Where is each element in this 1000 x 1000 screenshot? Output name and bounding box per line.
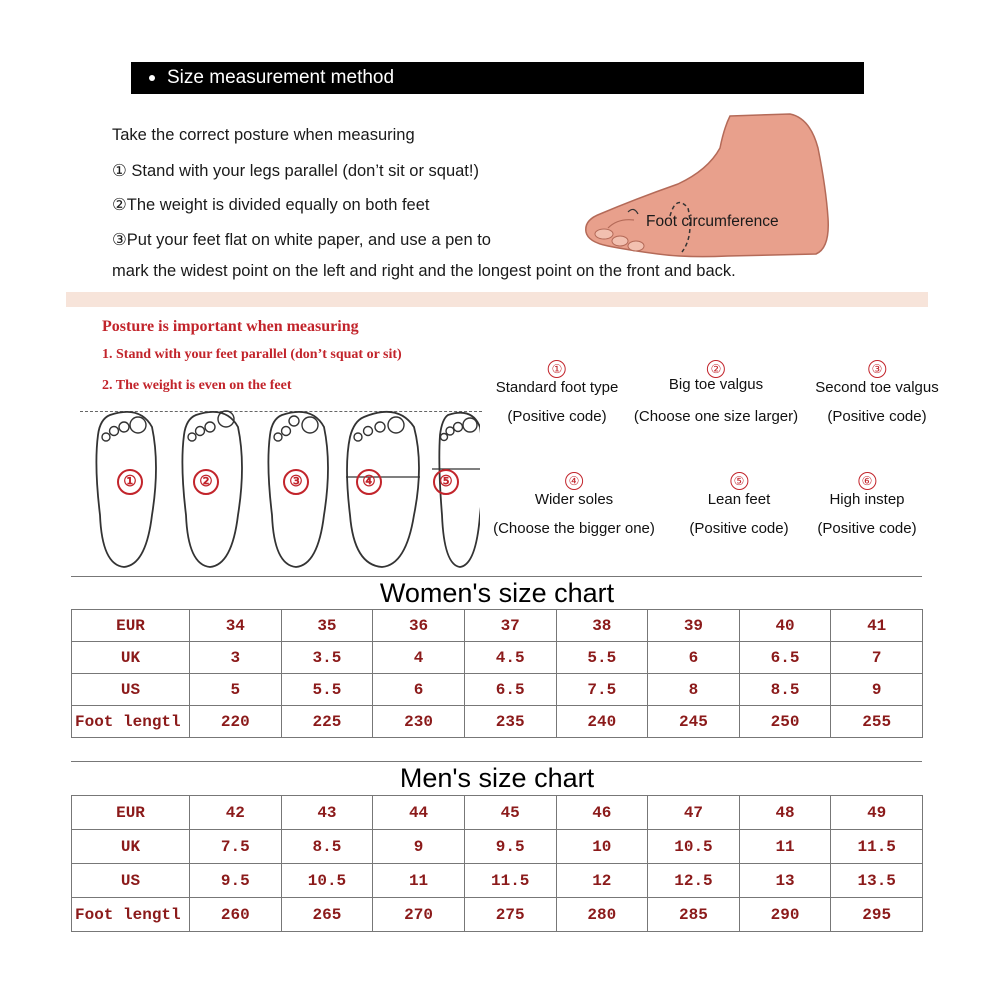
posture-item: 2. The weight is even on the feet bbox=[102, 378, 292, 393]
row-label: UK bbox=[72, 830, 190, 864]
table-cell: 48 bbox=[739, 796, 831, 830]
table-cell: 39 bbox=[648, 610, 740, 642]
table-cell: 12.5 bbox=[648, 864, 740, 898]
foot-circumference-illustration bbox=[578, 108, 848, 268]
intro-line: Take the correct posture when measuring bbox=[112, 126, 415, 144]
table-cell: 38 bbox=[556, 610, 648, 642]
row-label: US bbox=[72, 674, 190, 706]
table-cell: 3 bbox=[190, 642, 282, 674]
table-cell: 10.5 bbox=[281, 864, 373, 898]
women-size-table bbox=[71, 576, 923, 738]
table-row bbox=[72, 642, 923, 674]
foot-type-code: (Choose the bigger one) bbox=[493, 520, 655, 537]
table-cell: 3.5 bbox=[281, 642, 373, 674]
intro-line: ③Put your feet flat on white paper, and use a pen to bbox=[112, 231, 491, 249]
table-cell: 265 bbox=[281, 898, 373, 932]
foot-type-item bbox=[496, 360, 619, 425]
table-cell: 9.5 bbox=[464, 830, 556, 864]
table-cell: 37 bbox=[464, 610, 556, 642]
intro-line: ②The weight is divided equally on both feet bbox=[112, 196, 430, 214]
foot-type-name: High instep bbox=[829, 491, 905, 508]
foot-type-number: ② bbox=[707, 360, 725, 378]
table-row bbox=[72, 674, 923, 706]
table-cell: 4 bbox=[373, 642, 465, 674]
foot-type-number: ⑤ bbox=[730, 472, 748, 490]
table-cell: 35 bbox=[281, 610, 373, 642]
table-cell: 7.5 bbox=[190, 830, 282, 864]
foot-type-name: Wider soles bbox=[534, 491, 614, 508]
foot-type-number: ③ bbox=[868, 360, 886, 378]
table-cell: 6.5 bbox=[739, 642, 831, 674]
table-cell: 235 bbox=[464, 706, 556, 738]
table-cell: 10 bbox=[556, 830, 648, 864]
table-row bbox=[72, 830, 923, 864]
table-cell: 13.5 bbox=[831, 864, 923, 898]
foot-type-item bbox=[689, 472, 788, 537]
table-cell: 280 bbox=[556, 898, 648, 932]
table-cell: 240 bbox=[556, 706, 648, 738]
table-cell: 13 bbox=[739, 864, 831, 898]
table-cell: 4.5 bbox=[464, 642, 556, 674]
table-cell: 34 bbox=[190, 610, 282, 642]
table-cell: 260 bbox=[190, 898, 282, 932]
foot-type-item bbox=[815, 360, 938, 425]
table-cell: 230 bbox=[373, 706, 465, 738]
foot-type-number: ④ bbox=[565, 472, 583, 490]
table-cell: 250 bbox=[739, 706, 831, 738]
table-cell: 5 bbox=[190, 674, 282, 706]
divider-band bbox=[66, 292, 928, 307]
foot-type-code: (Choose one size larger) bbox=[633, 408, 799, 425]
foot-type-code: (Positive code) bbox=[507, 408, 607, 425]
row-label: US bbox=[72, 864, 190, 898]
table-cell: 7 bbox=[831, 642, 923, 674]
foot-type-number: ① bbox=[548, 360, 566, 378]
foot-type-code: (Positive code) bbox=[817, 520, 917, 537]
foot-type-number: ⑥ bbox=[858, 472, 876, 490]
table-cell: 45 bbox=[464, 796, 556, 830]
table-cell: 36 bbox=[373, 610, 465, 642]
table-cell: 8.5 bbox=[281, 830, 373, 864]
table-cell: 6.5 bbox=[464, 674, 556, 706]
table-cell: 44 bbox=[373, 796, 465, 830]
intro-line: mark the widest point on the left and right and the longest point on the front and back. bbox=[112, 262, 736, 280]
table-row bbox=[72, 796, 923, 830]
table-cell: 9.5 bbox=[190, 864, 282, 898]
foot-type-item bbox=[493, 472, 655, 537]
table-cell: 220 bbox=[190, 706, 282, 738]
foot-type-item bbox=[817, 472, 916, 537]
section-header bbox=[131, 62, 864, 94]
row-label: Foot lengtl bbox=[72, 706, 190, 738]
section-header-title: Size measurement method bbox=[167, 67, 395, 88]
table-cell: 270 bbox=[373, 898, 465, 932]
table-cell: 43 bbox=[281, 796, 373, 830]
table-cell: 40 bbox=[739, 610, 831, 642]
posture-item: 1. Stand with your feet parallel (don’t squat or sit) bbox=[102, 347, 402, 362]
table-cell: 255 bbox=[831, 706, 923, 738]
men-chart-title: Men's size chart bbox=[72, 762, 923, 796]
table-cell: 11.5 bbox=[831, 830, 923, 864]
table-cell: 225 bbox=[281, 706, 373, 738]
table-row bbox=[72, 864, 923, 898]
foot-number-badge: ⑤ bbox=[433, 469, 459, 495]
foot-type-code: (Positive code) bbox=[827, 408, 927, 425]
table-cell: 11 bbox=[739, 830, 831, 864]
table-row bbox=[72, 610, 923, 642]
table-cell: 9 bbox=[373, 830, 465, 864]
table-cell: 6 bbox=[373, 674, 465, 706]
table-cell: 49 bbox=[831, 796, 923, 830]
table-cell: 41 bbox=[831, 610, 923, 642]
foot-type-item bbox=[634, 360, 798, 425]
foot-number-badge: ③ bbox=[283, 469, 309, 495]
table-cell: 6 bbox=[648, 642, 740, 674]
row-label: EUR bbox=[72, 796, 190, 830]
table-cell: 275 bbox=[464, 898, 556, 932]
foot-type-code: (Positive code) bbox=[689, 520, 789, 537]
women-chart-title: Women's size chart bbox=[72, 577, 923, 610]
row-label: EUR bbox=[72, 610, 190, 642]
foot-type-name: Big toe valgus bbox=[668, 376, 764, 393]
foot-number-badge: ② bbox=[193, 469, 219, 495]
table-cell: 46 bbox=[556, 796, 648, 830]
table-cell: 42 bbox=[190, 796, 282, 830]
table-cell: 8 bbox=[648, 674, 740, 706]
foot-number-badge: ① bbox=[117, 469, 143, 495]
table-cell: 290 bbox=[739, 898, 831, 932]
row-label: Foot lengtl bbox=[72, 898, 190, 932]
foot-circumference-label: Foot circumference bbox=[646, 213, 779, 230]
foot-outline-4 bbox=[346, 412, 420, 567]
table-cell: 7.5 bbox=[556, 674, 648, 706]
intro-line: ① Stand with your legs parallel (don’t sit or squat!) bbox=[112, 162, 479, 180]
table-cell: 245 bbox=[648, 706, 740, 738]
men-size-table bbox=[71, 761, 923, 932]
table-cell: 5.5 bbox=[281, 674, 373, 706]
bullet-icon bbox=[149, 75, 155, 81]
row-label: UK bbox=[72, 642, 190, 674]
table-cell: 295 bbox=[831, 898, 923, 932]
table-cell: 12 bbox=[556, 864, 648, 898]
foot-type-name: Standard foot type bbox=[495, 379, 619, 396]
table-cell: 285 bbox=[648, 898, 740, 932]
table-cell: 8.5 bbox=[739, 674, 831, 706]
table-cell: 47 bbox=[648, 796, 740, 830]
foot-type-name: Lean feet bbox=[707, 491, 771, 508]
table-cell: 9 bbox=[831, 674, 923, 706]
table-cell: 10.5 bbox=[648, 830, 740, 864]
table-cell: 5.5 bbox=[556, 642, 648, 674]
table-row bbox=[72, 898, 923, 932]
foot-type-name: Second toe valgus bbox=[815, 379, 939, 396]
table-cell: 11 bbox=[373, 864, 465, 898]
posture-title: Posture is important when measuring bbox=[102, 318, 359, 335]
table-cell: 11.5 bbox=[464, 864, 556, 898]
foot-number-badge: ④ bbox=[356, 469, 382, 495]
table-row bbox=[72, 706, 923, 738]
